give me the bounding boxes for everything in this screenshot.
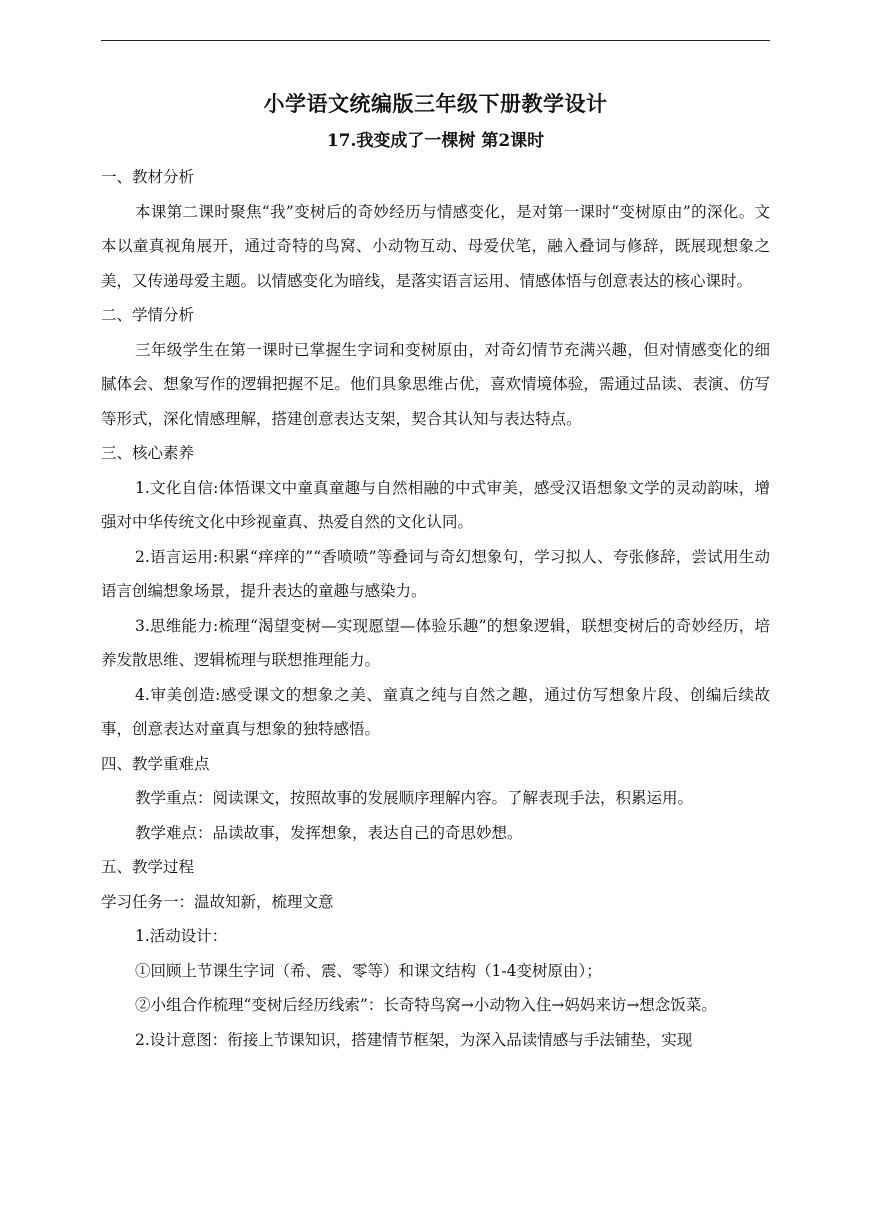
paragraph: 4.审美创造:感受课文的想象之美、童真之纯与自然之趣，通过仿写想象片段、创编后续故事，创意表达对童真与想象的独特感悟。 <box>101 685 770 738</box>
paragraph: 本课第二课时聚焦“我”变树后的奇妙经历与情感变化，是对第一课时“变树原由”的深化。文本以童真视角展开，通过奇特的鸟窝、小动物互动、母爱伏笔，融入叠词与修辞，既展现想象之美，又传递母爱主题。以情感变化为暗线，是落实语言运用、情感体悟与创意表达的核心课时。 <box>101 202 770 290</box>
paragraph: 1.文化自信:体悟课文中童真童趣与自然相融的中式审美，感受汉语想象文学的灵动韵味，增强对中华传统文化中珍视童真、热爱自然的文化认同。 <box>101 478 770 531</box>
section-heading: 二、学情分析 <box>101 306 195 324</box>
document-title: 小学语文统编版三年级下册教学设计 <box>263 91 608 116</box>
section-heading: 一、教材分析 <box>101 168 195 186</box>
paragraph: 1.活动设计： <box>135 927 228 945</box>
paragraph: 2.语言运用:积累“痒痒的”“香喷喷”等叠词与奇幻想象句，学习拟人、夸张修辞，尝试用生动语言创编想象场景，提升表达的童趣与感染力。 <box>101 547 770 600</box>
document-body <box>101 86 770 1057</box>
paragraph: 3.思维能力:梳理“渴望变树—实现愿望—体验乐趣”的想象逻辑，联想变树后的奇妙经历，培养发散思维、逻辑梳理与联想推理能力。 <box>101 616 770 669</box>
paragraph: 三年级学生在第一课时已掌握生字词和变树原由，对奇幻情节充满兴趣，但对情感变化的细腻体会、想象写作的逻辑把握不足。他们具象思维占优，喜欢情境体验，需通过品读、表演、仿写等形式，深化情感理解，搭建创意表达支架，契合其认知与表达特点。 <box>101 340 770 428</box>
section-heading: 三、核心素养 <box>101 444 195 462</box>
paragraph: ②小组合作梳理“变树后经历线索”：长奇特鸟窝→小动物入住→妈妈来访→想念饭菜。 <box>135 996 717 1014</box>
paragraph: 2.设计意图：衔接上节课知识，搭建情节框架，为深入品读情感与手法铺垫，实现 <box>135 1030 693 1049</box>
section-heading: 五、教学过程 <box>101 858 195 876</box>
section-heading: 四、教学重难点 <box>101 754 210 773</box>
paragraph: ①回顾上节课生字词（希、震、零等）和课文结构（1-4变树原由）； <box>135 961 602 980</box>
document-subtitle: 17.我变成了一棵树 第2课时 <box>326 131 545 151</box>
header-rule <box>101 40 770 41</box>
paragraph: 教学难点：品读故事，发挥想象，表达自己的奇思妙想。 <box>135 823 523 842</box>
paragraph: 教学重点：阅读课文，按照故事的发展顺序理解内容。了解表现手法，积累运用。 <box>135 789 694 807</box>
task-heading: 学习任务一：温故知新，梳理文意 <box>101 892 334 911</box>
